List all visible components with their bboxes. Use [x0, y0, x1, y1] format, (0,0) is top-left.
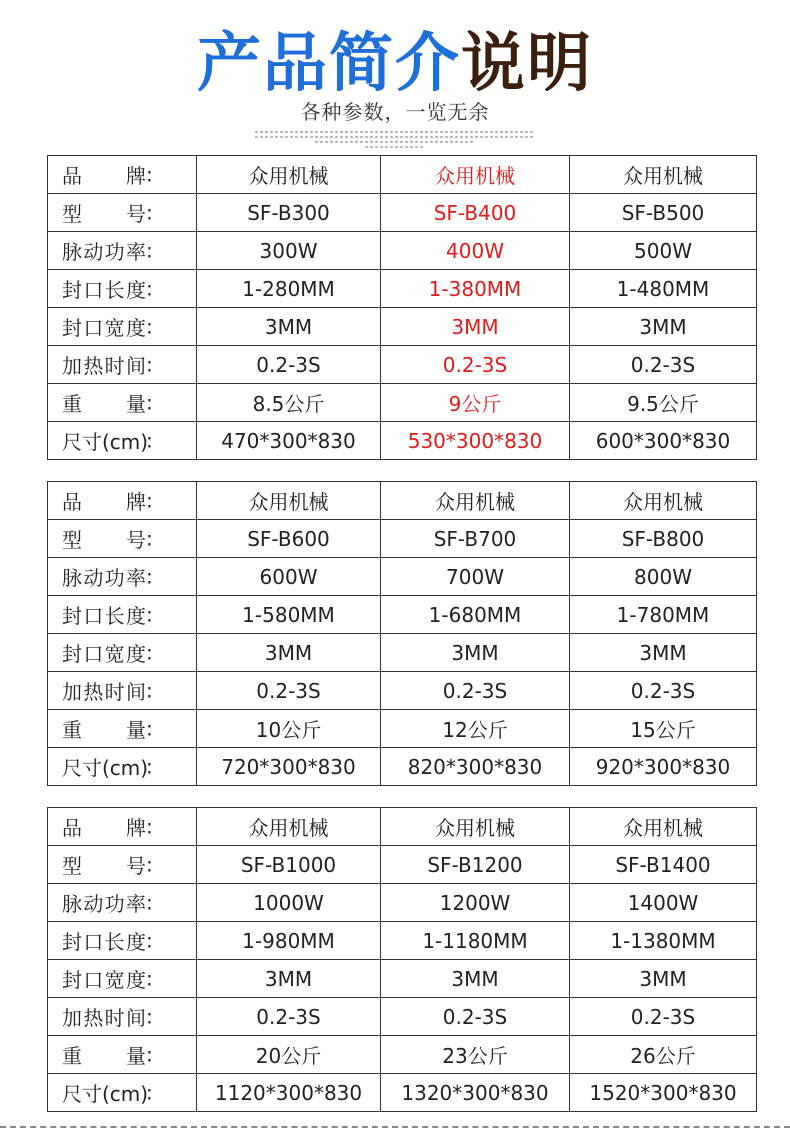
row-label-colon: :: [146, 238, 153, 263]
spec-table-1: [47, 155, 757, 460]
spec-row: [48, 1036, 757, 1074]
row-label-text: 加热时间: [62, 354, 146, 378]
spec-cell: 众用机械: [197, 808, 381, 846]
spec-cell: 众用机械: [381, 156, 570, 194]
row-label-colon: :: [146, 1004, 153, 1029]
spec-cell: SF-B500: [570, 194, 757, 232]
spec-row: [48, 194, 757, 232]
spec-cell: 500W: [570, 232, 757, 270]
spec-cell: 1-680MM: [381, 596, 570, 634]
spec-cell: 3MM: [381, 634, 570, 672]
spec-row: [48, 346, 757, 384]
spec-cell: 3MM: [381, 960, 570, 998]
spec-cell: 10公斤: [197, 710, 381, 748]
row-label-colon: :: [146, 276, 153, 301]
spec-cell: 720*300*830: [197, 748, 381, 786]
row-label-text: 封口宽度: [62, 968, 146, 992]
row-label-text: 型号: [62, 528, 146, 552]
row-label-colon: :: [146, 852, 153, 877]
spec-row: [48, 1074, 757, 1112]
row-label-colon: :: [146, 488, 153, 513]
row-label-colon: :: [146, 526, 153, 551]
spec-cell: 众用机械: [570, 808, 757, 846]
row-label-text: 型号: [62, 854, 146, 878]
spec-row: [48, 884, 757, 922]
spec-cell: 1-1380MM: [570, 922, 757, 960]
row-label-colon: :: [146, 716, 153, 741]
spec-cell: 0.2-3S: [570, 998, 757, 1036]
spec-row: [48, 922, 757, 960]
spec-cell: 1320*300*830: [381, 1074, 570, 1112]
spec-row: [48, 558, 757, 596]
row-label-colon: :: [146, 564, 153, 589]
spec-cell: 0.2-3S: [570, 346, 757, 384]
page-title: [0, 22, 790, 106]
row-label-colon: :: [146, 928, 153, 953]
spec-cell: 众用机械: [570, 482, 757, 520]
row-label: [48, 596, 197, 634]
spec-cell: 1-1180MM: [381, 922, 570, 960]
spec-cell: 600W: [197, 558, 381, 596]
spec-cell: 3MM: [197, 634, 381, 672]
row-label-text: 封口长度: [62, 278, 146, 302]
spec-cell: 400W: [381, 232, 570, 270]
row-label-text: 尺寸(cm): [62, 756, 149, 780]
decorative-fine-print: [250, 128, 540, 150]
spec-cell: SF-B400: [381, 194, 570, 232]
spec-cell: 1520*300*830: [570, 1074, 757, 1112]
spec-cell: 1-280MM: [197, 270, 381, 308]
spec-row: [48, 672, 757, 710]
row-label: [48, 710, 197, 748]
row-label-text: 封口长度: [62, 930, 146, 954]
row-label: [48, 846, 197, 884]
row-label: [48, 346, 197, 384]
spec-table-2: [47, 481, 757, 786]
spec-cell: 众用机械: [197, 482, 381, 520]
spec-cell: 920*300*830: [570, 748, 757, 786]
row-label-colon: :: [146, 890, 153, 915]
title-dark-part: 说明: [461, 27, 593, 101]
row-label-colon: :: [146, 966, 153, 991]
row-label-colon: :: [146, 1080, 153, 1105]
row-label: [48, 270, 197, 308]
row-label: [48, 998, 197, 1036]
spec-row: [48, 846, 757, 884]
spec-cell: 1-380MM: [381, 270, 570, 308]
row-label: [48, 482, 197, 520]
spec-row: [48, 748, 757, 786]
row-label-text: 尺寸(cm): [62, 430, 149, 454]
row-label-colon: :: [146, 200, 153, 225]
spec-cell: 0.2-3S: [381, 998, 570, 1036]
spec-cell: 0.2-3S: [570, 672, 757, 710]
spec-cell: 众用机械: [570, 156, 757, 194]
spec-cell: 0.2-3S: [197, 998, 381, 1036]
spec-cell: 9公斤: [381, 384, 570, 422]
spec-cell: 3MM: [197, 960, 381, 998]
spec-cell: 众用机械: [381, 808, 570, 846]
spec-cell: 470*300*830: [197, 422, 381, 460]
spec-row: [48, 596, 757, 634]
row-label-colon: :: [146, 390, 153, 415]
row-label-text: 封口宽度: [62, 316, 146, 340]
row-label-text: 尺寸(cm): [62, 1082, 149, 1106]
row-label: [48, 232, 197, 270]
spec-row: [48, 422, 757, 460]
spec-cell: 820*300*830: [381, 748, 570, 786]
row-label-text: 品牌: [62, 164, 146, 188]
spec-cell: 0.2-3S: [381, 346, 570, 384]
row-label-colon: :: [146, 640, 153, 665]
spec-cell: 20公斤: [197, 1036, 381, 1074]
row-label: [48, 748, 197, 786]
row-label-colon: :: [146, 1042, 153, 1067]
spec-row: [48, 270, 757, 308]
row-label: [48, 422, 197, 460]
row-label: [48, 520, 197, 558]
bottom-dashed-divider: [0, 1126, 790, 1128]
row-label-text: 脉动功率: [62, 240, 146, 264]
row-label-text: 重量: [62, 718, 146, 742]
spec-cell: 15公斤: [570, 710, 757, 748]
spec-cell: 众用机械: [381, 482, 570, 520]
row-label: [48, 1074, 197, 1112]
spec-cell: 12公斤: [381, 710, 570, 748]
spec-cell: 9.5公斤: [570, 384, 757, 422]
row-label-colon: :: [146, 754, 153, 779]
spec-cell: SF-B1000: [197, 846, 381, 884]
row-label-text: 品牌: [62, 490, 146, 514]
spec-cell: 8.5公斤: [197, 384, 381, 422]
spec-table-3: [47, 807, 757, 1112]
spec-cell: 1-980MM: [197, 922, 381, 960]
spec-cell: 700W: [381, 558, 570, 596]
spec-row: [48, 308, 757, 346]
row-label: [48, 634, 197, 672]
spec-cell: 800W: [570, 558, 757, 596]
page-subtitle: 各种参数，一览无余: [300, 100, 490, 124]
row-label-colon: :: [146, 428, 153, 453]
row-label-text: 重量: [62, 392, 146, 416]
row-label-text: 加热时间: [62, 1006, 146, 1030]
row-label: [48, 194, 197, 232]
spec-cell: 530*300*830: [381, 422, 570, 460]
row-label-text: 封口长度: [62, 604, 146, 628]
spec-cell: 26公斤: [570, 1036, 757, 1074]
row-label: [48, 1036, 197, 1074]
spec-cell: 0.2-3S: [197, 346, 381, 384]
row-label-text: 型号: [62, 202, 146, 226]
spec-row: [48, 520, 757, 558]
spec-cell: 1200W: [381, 884, 570, 922]
spec-row: [48, 960, 757, 998]
row-label-text: 品牌: [62, 816, 146, 840]
spec-row: [48, 156, 757, 194]
row-label-text: 封口宽度: [62, 642, 146, 666]
row-label: [48, 960, 197, 998]
spec-cell: 众用机械: [197, 156, 381, 194]
spec-cell: 3MM: [570, 960, 757, 998]
page-header: [0, 0, 790, 150]
spec-cell: 1-580MM: [197, 596, 381, 634]
spec-cell: SF-B1400: [570, 846, 757, 884]
spec-cell: 3MM: [381, 308, 570, 346]
spec-cell: 600*300*830: [570, 422, 757, 460]
spec-cell: SF-B700: [381, 520, 570, 558]
row-label-colon: :: [146, 352, 153, 377]
row-label-text: 重量: [62, 1044, 146, 1068]
row-label-text: 脉动功率: [62, 566, 146, 590]
spec-cell: SF-B300: [197, 194, 381, 232]
spec-cell: SF-B800: [570, 520, 757, 558]
row-label: [48, 808, 197, 846]
row-label: [48, 308, 197, 346]
row-label-colon: :: [146, 814, 153, 839]
spec-row: [48, 808, 757, 846]
spec-cell: 1-480MM: [570, 270, 757, 308]
row-label-text: 脉动功率: [62, 892, 146, 916]
title-blue-part: 产品简介: [197, 27, 461, 101]
spec-cell: 3MM: [570, 308, 757, 346]
row-label-text: 加热时间: [62, 680, 146, 704]
spec-cell: 3MM: [197, 308, 381, 346]
row-label-colon: :: [146, 602, 153, 627]
row-label-colon: :: [146, 314, 153, 339]
row-label: [48, 156, 197, 194]
spec-cell: SF-B1200: [381, 846, 570, 884]
spec-cell: 1120*300*830: [197, 1074, 381, 1112]
row-label: [48, 384, 197, 422]
spec-cell: 1400W: [570, 884, 757, 922]
row-label: [48, 884, 197, 922]
spec-cell: 0.2-3S: [381, 672, 570, 710]
row-label-colon: :: [146, 678, 153, 703]
spec-row: [48, 998, 757, 1036]
spec-row: [48, 232, 757, 270]
spec-cell: 1-780MM: [570, 596, 757, 634]
row-label: [48, 672, 197, 710]
spec-row: [48, 634, 757, 672]
spec-row: [48, 384, 757, 422]
spec-row: [48, 482, 757, 520]
spec-cell: 23公斤: [381, 1036, 570, 1074]
spec-cell: 0.2-3S: [197, 672, 381, 710]
row-label: [48, 922, 197, 960]
spec-cell: 1000W: [197, 884, 381, 922]
spec-cell: SF-B600: [197, 520, 381, 558]
spec-cell: 3MM: [570, 634, 757, 672]
spec-cell: 300W: [197, 232, 381, 270]
row-label-colon: :: [146, 162, 153, 187]
row-label: [48, 558, 197, 596]
spec-row: [48, 710, 757, 748]
